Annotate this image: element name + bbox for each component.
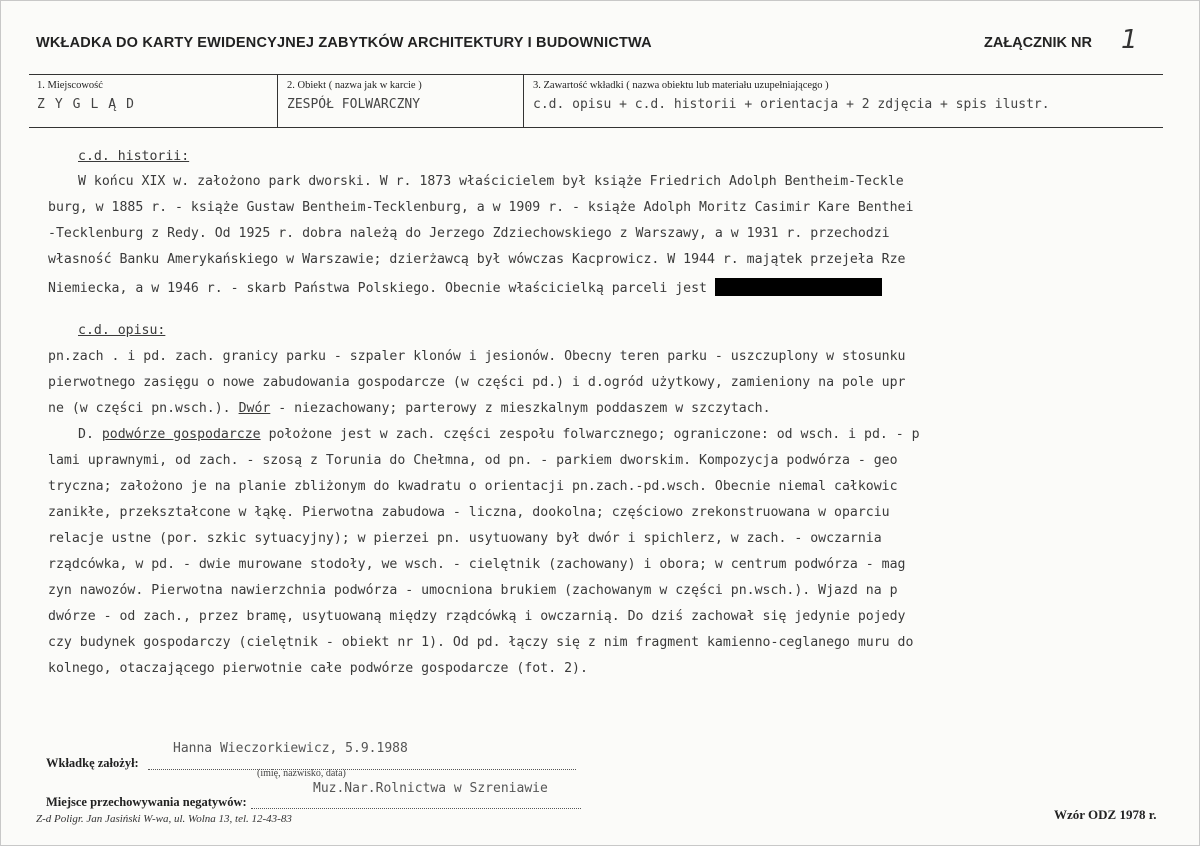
locality-cell: [29, 75, 278, 127]
content-cell: [525, 75, 1163, 127]
founder-value: Hanna Wieczorkiewicz, 5.9.1988: [173, 741, 408, 756]
locality-value: ZYGLĄD: [37, 97, 144, 112]
founder-dotted-line: [148, 769, 576, 770]
object-value: ZESPÓŁ FOLWARCZNY: [287, 97, 421, 112]
redaction-bar: [715, 278, 882, 296]
description-line: pierwotnego zasięgu o nowe zabudowania gospodarcze (w części pd.) i d.ogród użytkowy, zamieniony na pole upr: [48, 375, 906, 390]
description-line: zanikłe, przekształcone w łąkę. Pierwotna zabudowa - liczna, dookolna; częściowo zrekonstruowana w oparciu: [48, 505, 890, 520]
storage-label: Miejsce przechowywania negatywów:: [46, 795, 247, 809]
description-heading: c.d. opisu:: [78, 323, 166, 338]
description-text: - niezachowany; parterowy z mieszkalnym poddaszem w szczytach.: [270, 401, 771, 416]
history-line: -Tecklenburg z Redy. Od 1925 r. dobra należą do Jerzego Zdziechowskiego z Warszawy, a w 1931 r. przechodzi: [48, 226, 890, 241]
fields-table: [29, 74, 1163, 128]
object-cell: [279, 75, 524, 127]
description-line: tryczna; założono je na planie zbliżonym do kwadratu o orientacji pn.zach.-pd.wsch. Obecnie niemal całkowic: [48, 479, 898, 494]
description-line: zyn nawozów. Pierwotna nawierzchnia podwórza - umocniona brukiem (zachowanym w części pn.wsch.). Wjazd na p: [48, 583, 898, 598]
description-text: położone jest w zach. części zespołu folwarcznego; ograniczone: od wsch. i pd. - p: [260, 427, 920, 442]
description-line: [78, 427, 920, 442]
storage-value: Muz.Nar.Rolnictwa w Szreniawie: [313, 781, 548, 796]
history-heading: c.d. historii:: [78, 149, 190, 164]
history-section: [48, 149, 1168, 299]
description-text: ne (w części pn.wsch.).: [48, 401, 239, 416]
description-line: lami uprawnymi, od zach. - szosą z Torunia do Chełmna, od pn. - parkiem dworskim. Kompozycja podwórza - geo: [48, 453, 898, 468]
history-line-text: Niemiecka, a w 1946 r. - skarb Państwa Polskiego. Obecnie właścicielką parceli jest: [48, 281, 715, 296]
printer-imprint: Z-d Poligr. Jan Jasiński W-wa, ul. Wolna 13, tel. 12-43-83: [36, 813, 292, 825]
description-line: pn.zach . i pd. zach. granicy parku - szpaler klonów i jesionów. Obecny teren parku - uszczuplony w stosunku: [48, 349, 906, 364]
description-text: D.: [78, 427, 102, 442]
manor-term: Dwór: [238, 401, 271, 416]
annex-label: ZAŁĄCZNIK NR: [984, 35, 1092, 51]
description-line: [48, 401, 771, 416]
history-line: własność Banku Amerykańskiego w Warszawie; dzierżawcą był wówczas Kacprowicz. W 1944 r. majątek przejeła Rze: [48, 252, 906, 267]
history-line: burg, w 1885 r. - książe Gustaw Bentheim-Tecklenburg, a w 1909 r. - książe Adolph Moritz Casimir Kare Benthei: [48, 200, 914, 215]
annex-number: 1: [1121, 25, 1138, 55]
farmyard-term: podwórze gospodarcze: [101, 427, 261, 442]
founder-label: Wkładkę założył:: [46, 756, 139, 770]
object-label: 2. Obiekt ( nazwa jak w karcie ): [287, 80, 422, 91]
description-line: rządcówka, w pd. - dwie murowane stodoły, we wsch. - cielętnik (zachowany) i obora; w centrum podwórza - mag: [48, 557, 906, 572]
history-line: W końcu XIX w. założono park dworski. W r. 1873 właścicielem był książe Friedrich Adolph Bentheim-Teckle: [78, 174, 904, 189]
description-line: dwórze - od zach., przez bramę, usytuowaną między rządcówką i owczarnią. Do dziś zachował się jedynie pojedy: [48, 609, 906, 624]
description-line: relacje ustne (por. szkic sytuacyjny); w pierzei pn. usytuowany był dwór i spichlerz, w zach. - owczarnia: [48, 531, 882, 546]
description-line: kolnego, otaczającego pierwotnie całe podwórze gospodarcze (fot. 2).: [48, 661, 588, 676]
locality-label: 1. Miejscowość: [37, 80, 103, 91]
founder-note: (imię, nazwisko, data): [257, 768, 346, 779]
form-identifier: Wzór ODZ 1978 r.: [1054, 807, 1157, 822]
history-line-last: [48, 278, 882, 296]
form-title: WKŁADKA DO KARTY EWIDENCYJNEJ ZABYTKÓW ARCHITEKTURY I BUDOWNICTWA: [36, 35, 652, 51]
storage-dotted-line: [251, 808, 581, 809]
description-line: czy budynek gospodarczy (cielętnik - obiekt nr 1). Od pd. łączy się z nim fragment kamienno-ceglanego muru do: [48, 635, 914, 650]
description-section: [48, 323, 1168, 683]
content-value: c.d. opisu + c.d. historii + orientacja + 2 zdjęcia + spis ilustr.: [533, 97, 1050, 112]
content-label: 3. Zawartość wkładki ( nazwa obiektu lub materiału uzupełniającego ): [533, 80, 829, 91]
